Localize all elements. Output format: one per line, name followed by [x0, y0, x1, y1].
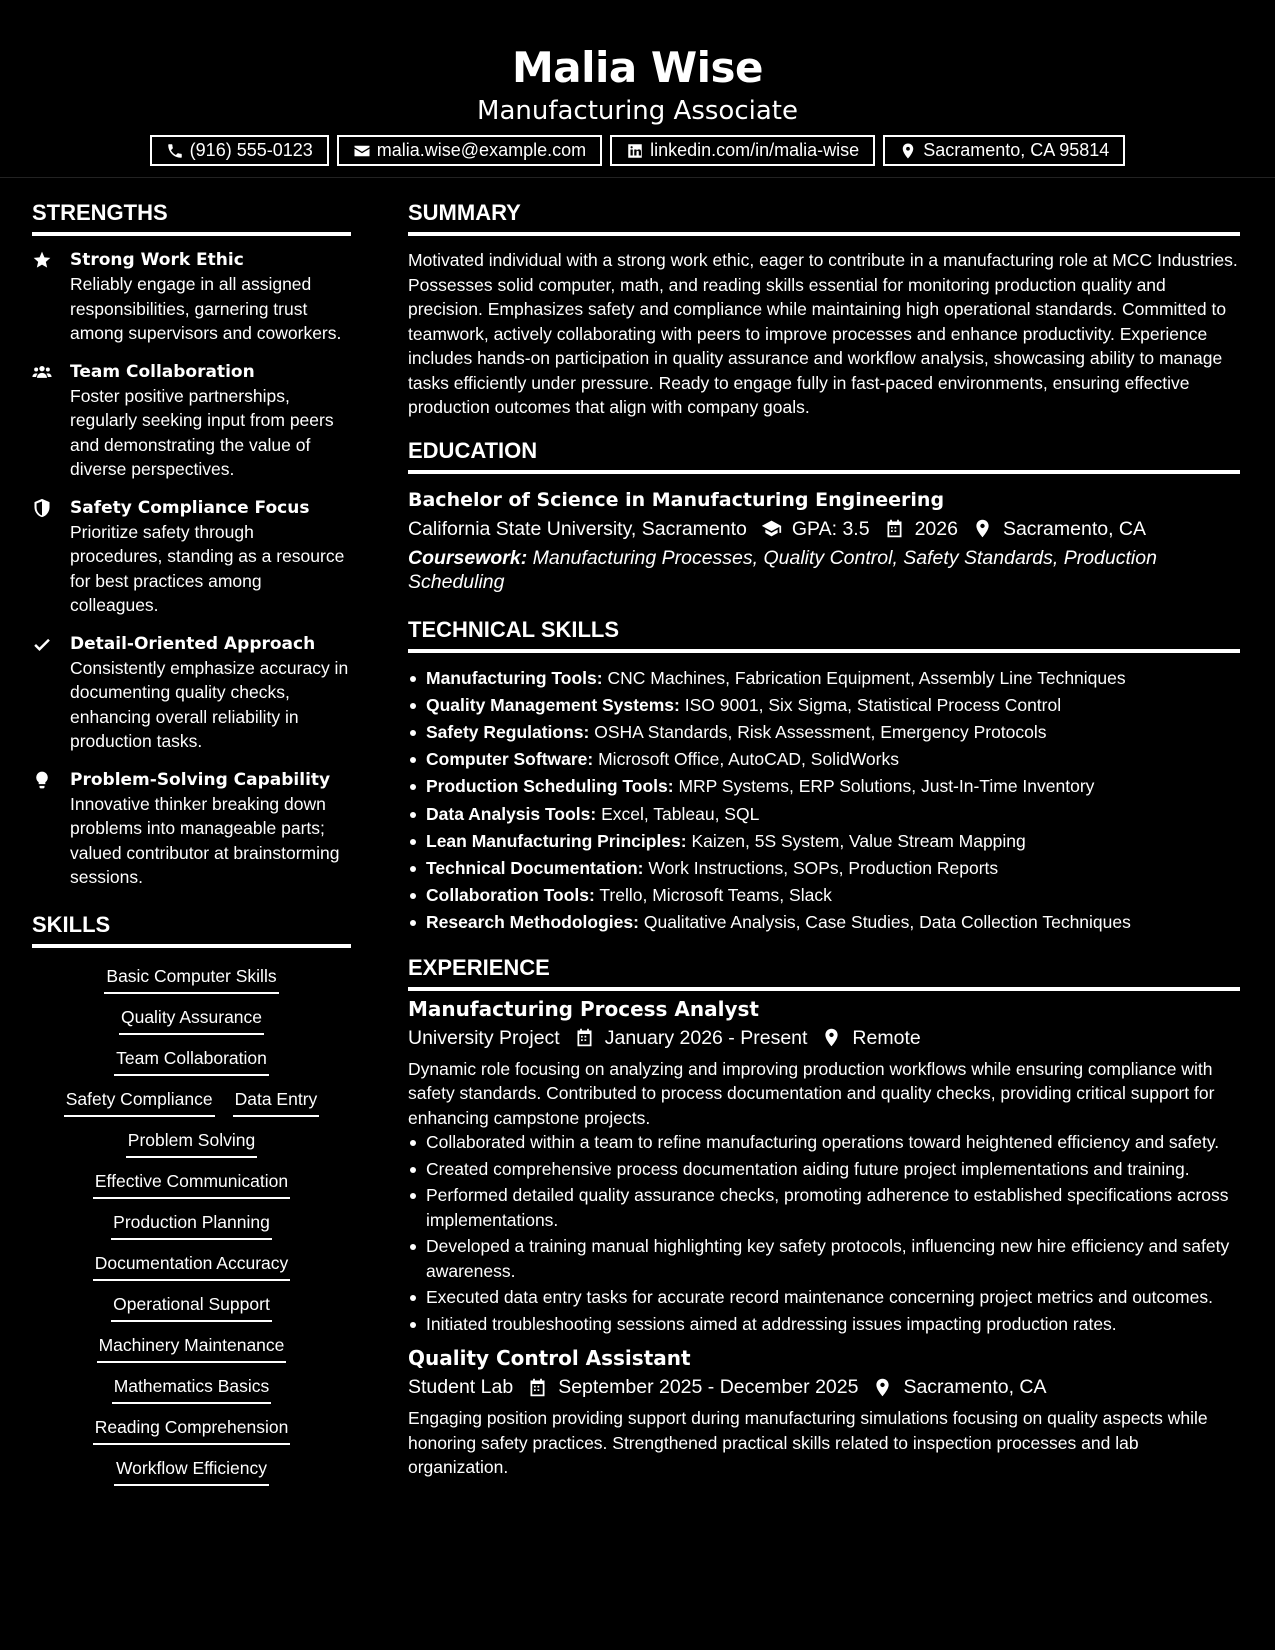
- job-entry: [408, 995, 1240, 1337]
- education-meta: [408, 514, 1240, 544]
- education-gpa: GPA: 3.5: [791, 517, 870, 540]
- list-item: Lean Manufacturing Principles: Kaizen, 5S System, Value Stream Mapping: [408, 828, 1240, 855]
- skill-tag: Machinery Maintenance: [97, 1333, 287, 1363]
- calendar-icon: [527, 1377, 548, 1398]
- job-org: Student Lab: [408, 1376, 514, 1399]
- calendar-icon: [574, 1027, 595, 1048]
- list-item: Collaboration Tools: Trello, Microsoft Teams, Slack: [408, 882, 1240, 909]
- candidate-name: Malia Wise: [511, 43, 764, 92]
- strength-item: [32, 632, 351, 754]
- shield-icon: [32, 498, 52, 518]
- contact-phone[interactable]: [150, 135, 329, 166]
- left-column: [32, 196, 351, 1486]
- checkmark-icon: [32, 634, 52, 654]
- skill-tag: Workflow Efficiency: [114, 1456, 269, 1486]
- phone-icon: [166, 142, 184, 160]
- contact-text: Sacramento, CA 95814: [923, 140, 1110, 160]
- candidate-role: Manufacturing Associate: [477, 96, 798, 126]
- location-pin-icon: [972, 518, 993, 539]
- job-dates: September 2025 - December 2025: [558, 1376, 859, 1399]
- resume-header: [0, 0, 1275, 178]
- list-item: Technical Documentation: Work Instructions, SOPs, Production Reports: [408, 855, 1240, 882]
- skill-tag: Safety Compliance: [64, 1087, 215, 1117]
- skill-tag: Effective Communication: [93, 1169, 290, 1199]
- summary-heading: SUMMARY: [408, 196, 1240, 236]
- contact-text: linkedin.com/in/malia-wise: [650, 140, 860, 160]
- strength-item: [32, 496, 351, 618]
- job-meta: [408, 1023, 1240, 1053]
- education-heading: EDUCATION: [408, 434, 1240, 474]
- strength-title: Detail-Oriented Approach: [70, 633, 316, 654]
- job-location: Sacramento, CA: [903, 1376, 1047, 1399]
- skill-tag: Team Collaboration: [114, 1046, 269, 1076]
- education-year: 2026: [914, 517, 958, 540]
- strength-title: Safety Compliance Focus: [70, 497, 310, 518]
- coursework-label: Coursework:: [408, 546, 528, 569]
- list-item: Production Scheduling Tools: MRP Systems, ERP Solutions, Just-In-Time Inventory: [408, 773, 1240, 800]
- experience-heading: EXPERIENCE: [408, 951, 1240, 991]
- coursework-text: Manufacturing Processes, Quality Control, Safety Standards, Production Scheduling: [408, 546, 1157, 593]
- skill-tag: Production Planning: [111, 1210, 272, 1240]
- strength-title: Strong Work Ethic: [70, 250, 244, 270]
- graduation-cap-icon: [761, 518, 782, 539]
- job-description: Dynamic role focusing on analyzing and improving production workflows while ensuring compliance with safety standards. Contributed to process documentation and quality checks, providing critical support for enhancing campstone projects.: [408, 1058, 1215, 1128]
- job-entry: [408, 1344, 1240, 1480]
- technical-skills-list: [408, 665, 1240, 937]
- list-item: Research Methodologies: Qualitative Analysis, Case Studies, Data Collection Techniques: [408, 909, 1240, 936]
- strength-title: Problem-Solving Capability: [70, 769, 331, 790]
- skills-section: [32, 908, 351, 1486]
- strength-item: [32, 360, 351, 482]
- job-location: Remote: [852, 1026, 921, 1049]
- strengths-heading: STRENGTHS: [32, 196, 351, 236]
- skills-heading: SKILLS: [32, 908, 351, 948]
- education-degree: Bachelor of Science in Manufacturing Engineering: [408, 488, 945, 511]
- list-item: Data Analysis Tools: Excel, Tableau, SQL: [408, 801, 1240, 828]
- star-icon: [32, 250, 52, 270]
- list-item: Performed detailed quality assurance checks, promoting adherence to established specifications across implementations.: [408, 1183, 1240, 1232]
- skill-tag: Quality Assurance: [119, 1005, 264, 1035]
- list-item: Created comprehensive process documentation aiding future project implementations and training.: [408, 1157, 1240, 1182]
- list-item: Safety Regulations: OSHA Standards, Risk Assessment, Emergency Protocols: [408, 719, 1240, 746]
- job-org: University Project: [408, 1026, 560, 1049]
- skill-tag: Reading Comprehension: [93, 1415, 291, 1445]
- job-dates: January 2026 - Present: [604, 1026, 808, 1049]
- contact-email[interactable]: [337, 135, 602, 166]
- users-icon: [32, 362, 52, 382]
- list-item: Quality Management Systems: ISO 9001, Six Sigma, Statistical Process Control: [408, 692, 1240, 719]
- contact-linkedin[interactable]: [610, 135, 875, 166]
- right-column: [408, 196, 1240, 1480]
- skill-tag: Basic Computer Skills: [104, 964, 278, 994]
- contact-text: malia.wise@example.com: [376, 140, 587, 160]
- list-item: Manufacturing Tools: CNC Machines, Fabrication Equipment, Assembly Line Techniques: [408, 665, 1240, 692]
- job-title: Quality Control Assistant: [408, 1346, 691, 1371]
- strength-desc: Foster positive partnerships, regularly seeking input from peers and demonstrating the value of diverse perspectives.: [70, 385, 334, 479]
- skill-tag: Documentation Accuracy: [93, 1251, 291, 1281]
- location-pin-icon: [872, 1377, 893, 1398]
- strength-desc: Prioritize safety through procedures, standing as a resource for best practices among colleagues.: [70, 521, 345, 615]
- contact-location[interactable]: [883, 135, 1125, 166]
- education-school: California State University, Sacramento: [408, 517, 747, 540]
- location-pin-icon: [821, 1027, 842, 1048]
- list-item: Developed a training manual highlighting key safety protocols, influencing new hire efficiency and safety awareness.: [408, 1234, 1240, 1283]
- contact-text: (916) 555-0123: [189, 140, 313, 160]
- technical-skills-heading: TECHNICAL SKILLS: [408, 613, 1240, 653]
- skill-tag: Data Entry: [233, 1087, 320, 1117]
- strength-desc: Consistently emphasize accuracy in documenting quality checks, enhancing overall reliability in production tasks.: [70, 657, 349, 751]
- skill-tag: Problem Solving: [126, 1128, 257, 1158]
- skill-tag: Operational Support: [111, 1292, 272, 1322]
- job-description: Engaging position providing support during manufacturing simulations focusing on quality aspects while honoring safety practices. Strengthened practical skills related to inspection processes and lab organization.: [408, 1408, 1208, 1478]
- list-item: Initiated troubleshooting sessions aimed at addressing issues impacting production rates.: [408, 1312, 1240, 1337]
- strength-desc: Reliably engage in all assigned responsibilities, garnering trust among supervisors and coworkers.: [70, 274, 342, 343]
- strength-desc: Innovative thinker breaking down problems into manageable parts; valued contributor at brainstorming sessions.: [70, 793, 340, 887]
- job-bullets: [408, 1130, 1240, 1336]
- skill-tag: Mathematics Basics: [112, 1374, 272, 1404]
- lightbulb-icon: [32, 770, 52, 790]
- summary-text: Motivated individual with a strong work ethic, eager to contribute in a manufacturing role at MCC Industries. Possesses solid computer, math, and reading skills essential for monitoring production quality and precision. Emphasizes safety and compliance while maintaining high operational standards. Committed to teamwork, actively collaborating with peers to improve processes and enhance productivity. Experience includes hands-on participation in quality assurance and workflow analysis, showcasing ability to manage tasks efficiently under pressure. Ready to engage fully in fast-paced environments, ensuring effective production outcomes that align with company goals.: [408, 250, 1238, 417]
- strength-item: [32, 768, 351, 890]
- strength-item: [32, 248, 351, 346]
- education-location: Sacramento, CA: [1002, 517, 1147, 540]
- contact-bar: [0, 135, 1275, 166]
- location-pin-icon: [899, 142, 917, 160]
- list-item: Collaborated within a team to refine manufacturing operations toward heightened efficiency and safety.: [408, 1130, 1240, 1155]
- list-item: Computer Software: Microsoft Office, AutoCAD, SolidWorks: [408, 746, 1240, 773]
- job-meta: [408, 1372, 1240, 1402]
- strength-title: Team Collaboration: [70, 361, 255, 382]
- education-coursework: [408, 546, 1240, 595]
- skills-list: [32, 960, 351, 1486]
- list-item: Executed data entry tasks for accurate record maintenance concerning project metrics and outcomes.: [408, 1285, 1240, 1310]
- linkedin-icon: [626, 142, 644, 160]
- job-title: Manufacturing Process Analyst: [408, 996, 759, 1021]
- calendar-icon: [884, 518, 905, 539]
- envelope-icon: [353, 142, 371, 160]
